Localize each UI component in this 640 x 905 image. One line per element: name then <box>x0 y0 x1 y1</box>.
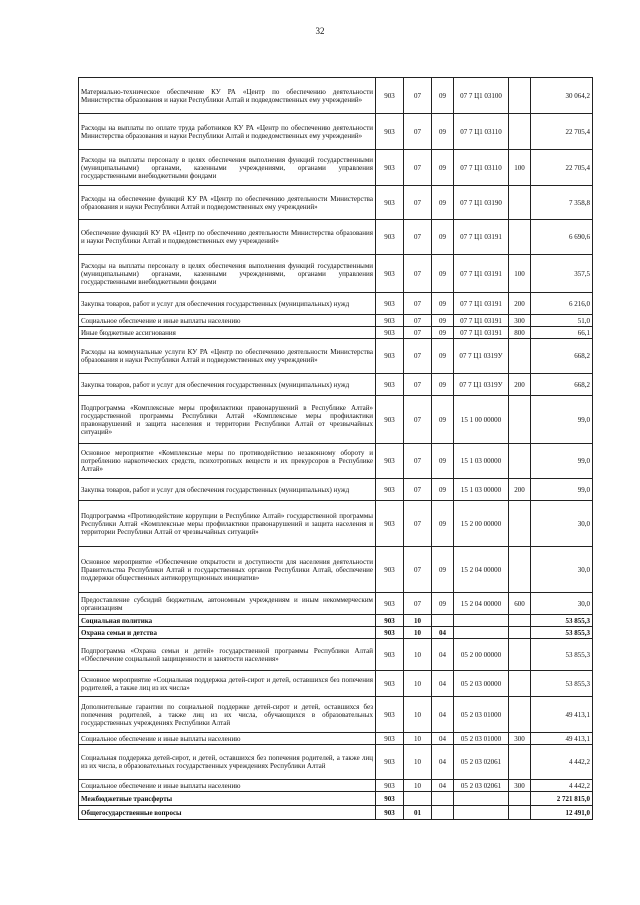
ministry-code: 903 <box>376 639 404 671</box>
expense-type: 200 <box>509 479 531 501</box>
amount: 99,0 <box>531 479 593 501</box>
section-code: 07 <box>404 78 432 114</box>
subsection-code: 09 <box>432 479 454 501</box>
ministry-code: 903 <box>376 374 404 396</box>
amount: 4 442,2 <box>531 780 593 792</box>
subsection-code: 09 <box>432 327 454 339</box>
amount: 357,5 <box>531 255 593 293</box>
subsection-code: 04 <box>432 697 454 733</box>
target-article: 07 7 Ц1 0319У <box>454 339 509 374</box>
section-code: 10 <box>404 780 432 792</box>
row-name: Подпрограмма «Противодействие коррупции в Республике Алтай» государственной программы Республики Алтай «Комплексные меры профилактики правонарушений и защита населения и территории Республики Алтай от чрезвычайных ситуаций» <box>79 501 376 547</box>
table-row <box>79 593 593 615</box>
amount: 30 064,2 <box>531 78 593 114</box>
ministry-code: 903 <box>376 255 404 293</box>
section-code: 10 <box>404 639 432 671</box>
subsection-code: 09 <box>432 315 454 327</box>
amount: 99,0 <box>531 444 593 479</box>
ministry-code: 903 <box>376 114 404 150</box>
ministry-code: 903 <box>376 615 404 627</box>
expense-type <box>509 627 531 639</box>
table-row <box>79 339 593 374</box>
expense-type: 300 <box>509 780 531 792</box>
table-row <box>79 792 593 806</box>
expense-type <box>509 615 531 627</box>
row-name: Дополнительные гарантии по социальной поддержке детей-сирот и детей, оставшихся без попечения родителей, а также лиц из их числа, обучающихся в образовательных государственных учреждениях Республики Алтай <box>79 697 376 733</box>
expense-type <box>509 114 531 150</box>
expense-type <box>509 806 531 820</box>
expense-type: 800 <box>509 327 531 339</box>
row-name: Расходы на выплаты персоналу в целях обеспечения выполнения функций государственными (муниципальными) органами, казенными учреждениями, органами управления государственными внебюджетными фондами <box>79 255 376 293</box>
section-code: 07 <box>404 547 432 593</box>
target-article: 07 7 Ц1 03191 <box>454 315 509 327</box>
section-code: 07 <box>404 293 432 315</box>
row-name: Расходы на выплаты по оплате труда работников КУ РА «Центр по обеспечению деятельности Министерства образования и науки Республики Алтай и подведомственных ему учреждений» <box>79 114 376 150</box>
ministry-code: 903 <box>376 671 404 697</box>
table-row <box>79 220 593 255</box>
amount: 668,2 <box>531 339 593 374</box>
table-row <box>79 501 593 547</box>
row-name: Социальная поддержка детей-сирот, и детей, оставшихся без попечения родителей, а также лиц из их числа, в образовательных государственных учреждениях Республики Алтай <box>79 745 376 780</box>
target-article: 05 2 03 02061 <box>454 780 509 792</box>
table-row <box>79 806 593 820</box>
subsection-code: 09 <box>432 547 454 593</box>
row-name: Расходы на коммунальные услуги КУ РА «Центр по обеспечению деятельности Министерства образования и науки Республики Алтай и подведомственных ему учреждений» <box>79 339 376 374</box>
amount: 6 690,6 <box>531 220 593 255</box>
row-name: Основное мероприятие «Обеспечение открытости и доступности для населения деятельности Правительства Республики Алтай и государственных органов Республики Алтай, обеспечение поддержки общественных антикоррупционных инициатив» <box>79 547 376 593</box>
expense-type: 200 <box>509 374 531 396</box>
subsection-code: 04 <box>432 733 454 745</box>
expense-type <box>509 792 531 806</box>
target-article <box>454 615 509 627</box>
expense-type: 300 <box>509 733 531 745</box>
target-article: 05 2 03 00000 <box>454 671 509 697</box>
amount: 4 442,2 <box>531 745 593 780</box>
ministry-code: 903 <box>376 78 404 114</box>
subsection-code: 09 <box>432 255 454 293</box>
expense-type <box>509 220 531 255</box>
ministry-code: 903 <box>376 444 404 479</box>
subsection-code: 09 <box>432 220 454 255</box>
subsection-code: 09 <box>432 396 454 444</box>
amount: 22 705,4 <box>531 150 593 186</box>
expense-type: 600 <box>509 593 531 615</box>
ministry-code: 903 <box>376 627 404 639</box>
section-code: 07 <box>404 186 432 220</box>
table-row <box>79 627 593 639</box>
table-row <box>79 780 593 792</box>
amount: 53 855,3 <box>531 627 593 639</box>
table-row <box>79 697 593 733</box>
section-code: 07 <box>404 315 432 327</box>
expense-type: 300 <box>509 315 531 327</box>
ministry-code: 903 <box>376 745 404 780</box>
expense-type <box>509 444 531 479</box>
subsection-code: 04 <box>432 671 454 697</box>
table-row <box>79 186 593 220</box>
section-code: 07 <box>404 444 432 479</box>
ministry-code: 903 <box>376 220 404 255</box>
row-name: Подпрограмма «Охрана семьи и детей» государственной программы Республики Алтай «Обеспечение социальной защищенности и занятости населения» <box>79 639 376 671</box>
subsection-code: 04 <box>432 627 454 639</box>
section-code: 07 <box>404 593 432 615</box>
row-name: Подпрограмма «Комплексные меры профилактики правонарушений в Республике Алтай» государственной программы Республики Алтай «Комплексные меры профилактики правонарушений и защита населения и территории Республики Алтай от чрезвычайных ситуаций» <box>79 396 376 444</box>
expense-type <box>509 339 531 374</box>
table-row <box>79 733 593 745</box>
table-row <box>79 327 593 339</box>
target-article: 15 2 04 00000 <box>454 593 509 615</box>
row-name: Межбюджетные трансферты <box>79 792 376 806</box>
target-article: 07 7 Ц1 0319У <box>454 374 509 396</box>
row-name: Предоставление субсидий бюджетным, автономным учреждениям и иным некоммерческим организациям <box>79 593 376 615</box>
section-code: 07 <box>404 220 432 255</box>
subsection-code: 09 <box>432 444 454 479</box>
row-name: Социальное обеспечение и иные выплаты населению <box>79 315 376 327</box>
section-code: 07 <box>404 479 432 501</box>
subsection-code <box>432 615 454 627</box>
target-article: 15 1 03 00000 <box>454 444 509 479</box>
subsection-code: 04 <box>432 745 454 780</box>
ministry-code: 903 <box>376 593 404 615</box>
row-name: Материально-техническое обеспечение КУ РА «Центр по обеспечению деятельности Министерства образования и науки Республики Алтай и подведомственных ему учреждений» <box>79 78 376 114</box>
subsection-code: 09 <box>432 150 454 186</box>
table-row <box>79 547 593 593</box>
subsection-code: 09 <box>432 186 454 220</box>
subsection-code: 04 <box>432 639 454 671</box>
section-code: 07 <box>404 374 432 396</box>
expense-type <box>509 697 531 733</box>
row-name: Основное мероприятие «Социальная поддержка детей-сирот и детей, оставшихся без попечения родителей, а также лиц из их числа» <box>79 671 376 697</box>
amount: 53 855,3 <box>531 671 593 697</box>
budget-table-body <box>79 78 593 820</box>
ministry-code: 903 <box>376 315 404 327</box>
table-row <box>79 671 593 697</box>
section-code: 07 <box>404 501 432 547</box>
subsection-code: 09 <box>432 593 454 615</box>
target-article <box>454 806 509 820</box>
target-article: 15 1 00 00000 <box>454 396 509 444</box>
expense-type <box>509 671 531 697</box>
target-article: 05 2 03 02061 <box>454 745 509 780</box>
subsection-code: 09 <box>432 78 454 114</box>
table-row <box>79 255 593 293</box>
ministry-code: 903 <box>376 396 404 444</box>
section-code: 10 <box>404 697 432 733</box>
table-row <box>79 78 593 114</box>
amount: 53 855,3 <box>531 639 593 671</box>
expense-type <box>509 186 531 220</box>
row-name: Основное мероприятие «Комплексные меры по противодействию незаконному обороту и потреблению наркотических средств, психотропных веществ и их прекурсоров в Республике Алтай» <box>79 444 376 479</box>
amount: 30,0 <box>531 547 593 593</box>
expense-type <box>509 78 531 114</box>
target-article <box>454 627 509 639</box>
subsection-code: 09 <box>432 501 454 547</box>
amount: 668,2 <box>531 374 593 396</box>
table-row <box>79 315 593 327</box>
row-name: Расходы на обеспечение функций КУ РА «Центр по обеспечению деятельности Министерства образования и науки Республики Алтай и подведомственных ему учреждений» <box>79 186 376 220</box>
ministry-code: 903 <box>376 697 404 733</box>
section-code: 07 <box>404 327 432 339</box>
ministry-code: 903 <box>376 293 404 315</box>
expense-type <box>509 501 531 547</box>
target-article: 15 1 03 00000 <box>454 479 509 501</box>
amount: 49 413,1 <box>531 733 593 745</box>
section-code: 10 <box>404 745 432 780</box>
target-article: 07 7 Ц1 03110 <box>454 150 509 186</box>
table-row <box>79 639 593 671</box>
target-article: 07 7 Ц1 03191 <box>454 327 509 339</box>
amount: 66,1 <box>531 327 593 339</box>
section-code: 01 <box>404 806 432 820</box>
subsection-code: 09 <box>432 293 454 315</box>
expense-type: 100 <box>509 150 531 186</box>
section-code: 07 <box>404 339 432 374</box>
table-row <box>79 615 593 627</box>
expense-type: 100 <box>509 255 531 293</box>
row-name: Обеспечение функций КУ РА «Центр по обеспечению деятельности Министерства образования и науки Республики Алтай и подведомственных ему учреждений» <box>79 220 376 255</box>
target-article: 07 7 Ц1 03110 <box>454 114 509 150</box>
row-name: Расходы на выплаты персоналу в целях обеспечения выполнения функций государственными (муниципальными) органами, казенными учреждениями, органами управления государственными внебюджетными фондами <box>79 150 376 186</box>
target-article: 15 2 00 00000 <box>454 501 509 547</box>
section-code: 07 <box>404 150 432 186</box>
ministry-code: 903 <box>376 327 404 339</box>
row-name: Общегосударственные вопросы <box>79 806 376 820</box>
amount: 49 413,1 <box>531 697 593 733</box>
row-name: Социальное обеспечение и иные выплаты населению <box>79 733 376 745</box>
section-code: 07 <box>404 255 432 293</box>
amount: 12 491,0 <box>531 806 593 820</box>
amount: 6 216,0 <box>531 293 593 315</box>
ministry-code: 903 <box>376 186 404 220</box>
amount: 22 705,4 <box>531 114 593 150</box>
target-article: 15 2 04 00000 <box>454 547 509 593</box>
section-code: 10 <box>404 733 432 745</box>
section-code <box>404 792 432 806</box>
row-name: Закупка товаров, работ и услуг для обеспечения государственных (муниципальных) нужд <box>79 374 376 396</box>
amount: 99,0 <box>531 396 593 444</box>
table-row <box>79 150 593 186</box>
subsection-code: 09 <box>432 374 454 396</box>
section-code: 10 <box>404 671 432 697</box>
section-code: 07 <box>404 396 432 444</box>
table-row <box>79 396 593 444</box>
ministry-code: 903 <box>376 479 404 501</box>
table-row <box>79 374 593 396</box>
amount: 30,0 <box>531 501 593 547</box>
ministry-code: 903 <box>376 733 404 745</box>
expense-type <box>509 547 531 593</box>
ministry-code: 903 <box>376 780 404 792</box>
target-article: 07 7 Ц1 03190 <box>454 186 509 220</box>
amount: 51,0 <box>531 315 593 327</box>
expense-type <box>509 745 531 780</box>
ministry-code: 903 <box>376 792 404 806</box>
section-code: 10 <box>404 627 432 639</box>
amount: 2 721 815,0 <box>531 792 593 806</box>
target-article: 07 7 Ц1 03191 <box>454 255 509 293</box>
row-name: Социальное обеспечение и иные выплаты населению <box>79 780 376 792</box>
expense-type: 200 <box>509 293 531 315</box>
table-row <box>79 444 593 479</box>
target-article: 07 7 Ц1 03100 <box>454 78 509 114</box>
ministry-code: 903 <box>376 501 404 547</box>
row-name: Закупка товаров, работ и услуг для обеспечения государственных (муниципальных) нужд <box>79 293 376 315</box>
subsection-code <box>432 806 454 820</box>
table-row <box>79 293 593 315</box>
row-name: Социальная политика <box>79 615 376 627</box>
ministry-code: 903 <box>376 339 404 374</box>
amount: 53 855,3 <box>531 615 593 627</box>
target-article: 07 7 Ц1 03191 <box>454 220 509 255</box>
target-article: 07 7 Ц1 03191 <box>454 293 509 315</box>
row-name: Иные бюджетные ассигнования <box>79 327 376 339</box>
subsection-code <box>432 792 454 806</box>
target-article <box>454 792 509 806</box>
target-article: 05 2 03 01000 <box>454 697 509 733</box>
row-name: Закупка товаров, работ и услуг для обеспечения государственных (муниципальных) нужд <box>79 479 376 501</box>
table-row <box>79 114 593 150</box>
row-name: Охрана семьи и детства <box>79 627 376 639</box>
amount: 7 358,8 <box>531 186 593 220</box>
target-article: 05 2 03 01000 <box>454 733 509 745</box>
ministry-code: 903 <box>376 547 404 593</box>
page-number: 32 <box>315 26 325 36</box>
budget-table <box>78 77 593 820</box>
subsection-code: 09 <box>432 339 454 374</box>
expense-type <box>509 396 531 444</box>
table-row <box>79 745 593 780</box>
amount: 30,0 <box>531 593 593 615</box>
target-article: 05 2 00 00000 <box>454 639 509 671</box>
subsection-code: 04 <box>432 780 454 792</box>
section-code: 07 <box>404 114 432 150</box>
ministry-code: 903 <box>376 150 404 186</box>
section-code: 10 <box>404 615 432 627</box>
expense-type <box>509 639 531 671</box>
subsection-code: 09 <box>432 114 454 150</box>
table-row <box>79 479 593 501</box>
ministry-code: 903 <box>376 806 404 820</box>
